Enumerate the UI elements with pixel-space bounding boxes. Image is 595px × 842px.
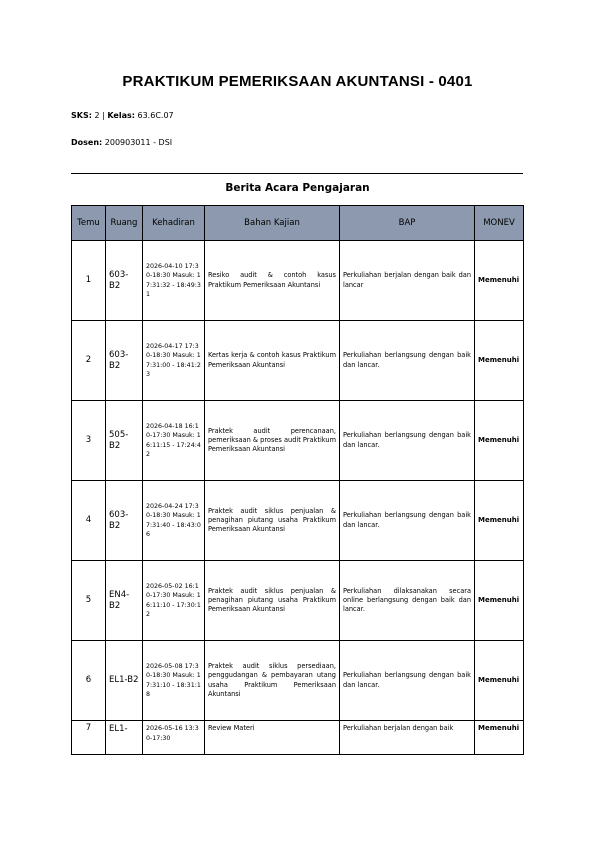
header-bahan-kajian: Bahan Kajian — [205, 206, 340, 241]
table-row — [72, 641, 524, 721]
teaching-record-table — [71, 205, 524, 755]
cell-monev: Memenuhi — [475, 721, 524, 755]
table-row — [72, 321, 524, 401]
sks-value: 2 — [94, 111, 100, 120]
cell-temu: 6 — [72, 641, 106, 721]
cell-kehadiran: 2026-04-18 16:10-17:30 Masuk: 16:11:15 - 17:24:42 — [143, 401, 205, 481]
cell-monev: Memenuhi — [475, 481, 524, 561]
cell-kehadiran: 2026-05-16 13:30-17:30 — [143, 721, 205, 755]
header-ruang: Ruang — [106, 206, 143, 241]
table-header-row — [72, 206, 524, 241]
course-meta — [71, 111, 174, 120]
kelas-label: Kelas: — [107, 111, 135, 120]
cell-kehadiran: 2026-05-02 16:10-17:30 Masuk: 16:11:10 - 17:30:12 — [143, 561, 205, 641]
header-bap: BAP — [340, 206, 475, 241]
cell-bap: Perkuliahan dilaksanakan secara online berlangsung dengan baik dan lancar. — [340, 561, 475, 641]
table-row — [72, 241, 524, 321]
cell-temu: 5 — [72, 561, 106, 641]
cell-bap: Perkuliahan berjalan dengan baik — [340, 721, 475, 755]
cell-bap: Perkuliahan berlangsung dengan baik dan lancar. — [340, 401, 475, 481]
cell-bahan-kajian: Praktek audit perencanaan, pemeriksaan & proses audit Praktikum Pemeriksaan Akuntansi — [205, 401, 340, 481]
cell-monev: Memenuhi — [475, 241, 524, 321]
lecturer-meta — [71, 138, 172, 147]
cell-temu: 2 — [72, 321, 106, 401]
cell-kehadiran: 2026-04-10 17:30-18:30 Masuk: 17:31:32 - 18:49:31 — [143, 241, 205, 321]
meta-separator: | — [102, 111, 105, 120]
divider — [71, 173, 523, 174]
cell-temu: 4 — [72, 481, 106, 561]
cell-monev: Memenuhi — [475, 641, 524, 721]
table-caption: Berita Acara Pengajaran — [225, 182, 370, 194]
cell-temu: 7 — [72, 721, 106, 755]
cell-ruang: EL1- — [106, 721, 143, 755]
page-title: PRAKTIKUM PEMERIKSAAN AKUNTANSI - 0401 — [122, 73, 473, 90]
cell-temu: 1 — [72, 241, 106, 321]
cell-ruang: 603-B2 — [106, 321, 143, 401]
cell-bahan-kajian: Resiko audit & contoh kasus Praktikum Pemeriksaan Akuntansi — [205, 241, 340, 321]
cell-bahan-kajian: Praktek audit siklus penjualan & penagihan piutang usaha Praktikum Pemeriksaan Akuntansi — [205, 561, 340, 641]
cell-bahan-kajian: Praktek audit siklus persediaan, penggudangan & pembayaran utang usaha Praktikum Pemeriksaan Akuntansi — [205, 641, 340, 721]
cell-bap: Perkuliahan berlangsung dengan baik dan lancar. — [340, 481, 475, 561]
cell-temu: 3 — [72, 401, 106, 481]
cell-ruang: 505-B2 — [106, 401, 143, 481]
dosen-value: 200903011 - DSI — [104, 138, 173, 147]
cell-ruang: 603-B2 — [106, 241, 143, 321]
cell-kehadiran: 2026-04-24 17:30-18:30 Masuk: 17:31:40 - 18:43:06 — [143, 481, 205, 561]
table-row — [72, 721, 524, 755]
cell-kehadiran: 2026-04-17 17:30-18:30 Masuk: 17:31:00 - 18:41:23 — [143, 321, 205, 401]
cell-bahan-kajian: Praktek audit siklus penjualan & penagihan piutang usaha Praktikum Pemeriksaan Akuntansi — [205, 481, 340, 561]
cell-monev: Memenuhi — [475, 561, 524, 641]
cell-kehadiran: 2026-05-08 17:30-18:30 Masuk: 17:31:10 - 18:31:18 — [143, 641, 205, 721]
header-kehadiran: Kehadiran — [143, 206, 205, 241]
cell-ruang: EN4-B2 — [106, 561, 143, 641]
header-monev: MONEV — [475, 206, 524, 241]
cell-bahan-kajian: Kertas kerja & contoh kasus Praktikum Pemeriksaan Akuntansi — [205, 321, 340, 401]
cell-monev: Memenuhi — [475, 401, 524, 481]
sks-label: SKS: — [71, 111, 92, 120]
cell-bap: Perkuliahan berlangsung dengan baik dan lancar. — [340, 321, 475, 401]
cell-ruang: EL1-B2 — [106, 641, 143, 721]
table-row — [72, 401, 524, 481]
table-row — [72, 561, 524, 641]
header-temu: Temu — [72, 206, 106, 241]
cell-ruang: 603-B2 — [106, 481, 143, 561]
cell-bahan-kajian: Review Materi — [205, 721, 340, 755]
cell-monev: Memenuhi — [475, 321, 524, 401]
table-row — [72, 481, 524, 561]
cell-bap: Perkuliahan berlangsung dengan baik dan lancar. — [340, 641, 475, 721]
dosen-label: Dosen: — [71, 138, 103, 147]
cell-bap: Perkuliahan berjalan dengan baik dan lancar — [340, 241, 475, 321]
kelas-value: 63.6C.07 — [137, 111, 174, 120]
